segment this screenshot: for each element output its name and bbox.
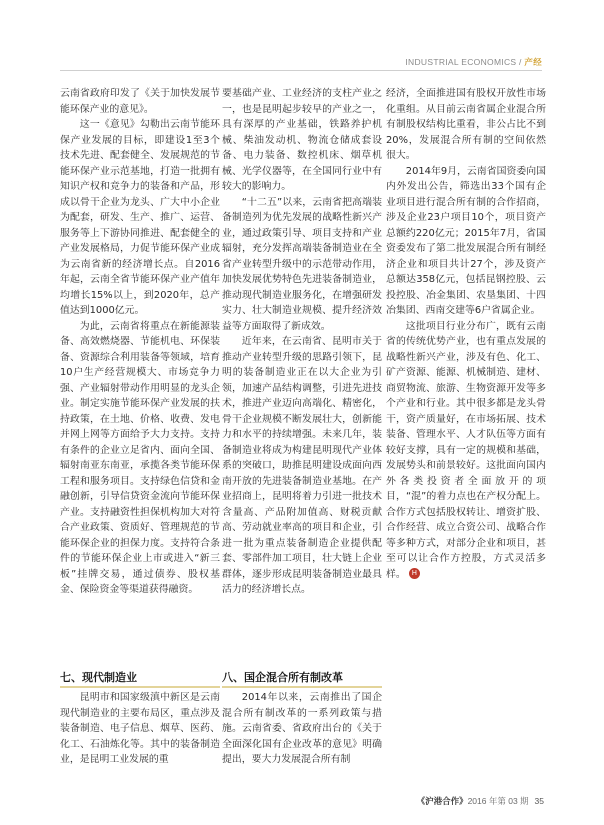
section-divider bbox=[222, 686, 382, 688]
section-heading-modern-manufacturing: 七、现代制造业 bbox=[60, 671, 137, 684]
paragraph: 经济，全面推进国有股权开放性市场化重组。从目前云南省属企业混合所有制股权结构比重看，非公占比不到20%，发展混合所有制的空间依然很大。 bbox=[386, 88, 546, 161]
column-middle bbox=[222, 86, 382, 598]
section-heading-soe-reform: 八、国企混合所有制改革 bbox=[222, 671, 343, 684]
paragraph: 要基础产业、工业经济的支柱产业之一，也是昆明起步较早的产业之一，具有深厚的产业基础，铁路养护机械、柴油发动机、物流仓储成套设备、电力装备、数控机床、烟草机械、光学仪器等，在全国同行业中有较大的影响力。 bbox=[222, 88, 382, 192]
paragraph: 2014年9月，云南省国资委向国内外发出公告，筛选出33个国有企业项目进行混合所有制的合作招商，涉及企业23户项目10个，项目资产总额约220亿元；2015年7月，省国资委发布了第二批发展混合所有制经济企业和项目共计27个，涉及资产总额达358亿元，包括昆钢控股、云投控股、冶金集团、农垦集团、十四冶集团、西南交建等6户省属企业。 bbox=[386, 165, 546, 316]
paragraph: 昆明市和国家级滇中新区是云南现代制造业的主要布局区，重点涉及装备制造、电子信息、烟草、医药、化工、石油炼化等。其中的装备制造业，是昆明工业发展的重 bbox=[60, 692, 220, 765]
running-header bbox=[405, 56, 542, 68]
header-section-name: 产经 bbox=[524, 57, 542, 67]
header-divider bbox=[60, 70, 542, 71]
paragraph bbox=[386, 319, 546, 583]
paragraph: 云南省政府印发了《关于加快发展节能环保产业的意见》。 bbox=[60, 88, 220, 115]
column-left bbox=[60, 86, 220, 598]
paragraph: 近年来，在云南省、昆明市关于推动产业转型升级的思路引领下，昆明的装备制造业正在以大企业为引领，加速产品结构调整，引进先进技术，推进产业迈向高端化、精密化，骨干企业规模不断发展壮大，创新能力和水平的持续增强。未来几年，装备制造业将成为构建昆明现代产业体系的突破口，助推昆明建设成面向西南开放的先进装备制造业基地。在产业招商上，昆明将着力引进一批技术含量高、产品附加值高、财税贡献高、劳动就业率高的项目和企业，引进一批为重点装备制造企业提供配套、零部件加工项目，壮大链上企业群体，逐步形成昆明装备制造业最具活力的经济增长点。 bbox=[222, 336, 382, 595]
section-body-soe-reform bbox=[222, 690, 382, 768]
header-english: INDUSTRIAL ECONOMICS / bbox=[405, 57, 525, 67]
paragraph: 为此，云南省将重点在新能源装备、高效燃烧器、节能机电、环保装备、资源综合利用装备等领域，培育10户生产经营规模大、市场竞争力强、产业辐射带动作用明显的龙头企业。制定实施节能环保产业发展的扶持政策，在土地、价格、收费、发电并网上网等方面给予大力支持。支持有条件的企业立足省内、面向全国、辐射南亚东南亚，承揽各类节能环保工程和服务项目。支持绿色信贷和金融创新，引导信贷资金流向节能环保产业。支持融资性担保机构加大对符合产业政策、资质好、管理规范的节能环保企业的担保力度。支持符合条件的节能环保企业上市或进入“新三板”挂牌交易，通过债券、股权基金、保险资金等渠道获得融资。 bbox=[60, 320, 220, 595]
paragraph-text: 这批项目行业分布广，既有云南省的传统优势产业，也有重点发展的战略性新兴产业，涉及有色、化工、矿产资源、能源、机械制造、建材、商贸物流、旅游、生物资源开发等多个产业和行业。其中很多都是龙头骨干，资产质量好，在市场拓展、技术装备、管理水平、人才队伍等方面有较好支撑，具有一定的规模和基础，发展势头和前景较好。这批面向国内外各类投资者全面放开的项目，“混”的着力点也在产权分配上。合作方式包括股权转让、增资扩股、合作经营、成立合资公司、战略合作等多种方式，对部分企业和项目，甚至可以让合作方控股，方式灵活多样。 bbox=[386, 320, 546, 580]
section-divider bbox=[60, 686, 220, 688]
article-end-mark: H bbox=[409, 568, 420, 579]
page-footer bbox=[417, 795, 544, 807]
paragraph: 2014年以来，云南推出了国企混合所有制改革的一系列政策与措施。云南省委、省政府出台的《关于全面深化国有企业改革的意见》明确提出，要大力发展混合所有制 bbox=[222, 692, 382, 765]
magazine-name: 《沪港合作》 bbox=[416, 796, 468, 806]
section-body-modern-manufacturing bbox=[60, 690, 220, 768]
issue-number: 2016 年第 03 期 bbox=[467, 796, 529, 806]
column-right bbox=[386, 86, 546, 582]
paragraph: “十二五”以来，云南省把高端装备制造列为优先发展的战略性新兴产业，通过政策引导、项目支持和产业辐射，充分发挥高端装备制造业在全省产业转型升级中的示范带动作用，加快发展优势特色先进装备制造业，推动现代制造业服务化，在增强研发实力、壮大制造业规模、提升经济效益等方面取得了新成效。 bbox=[222, 196, 382, 332]
paragraph: 这一《意见》勾勒出云南节能环保产业发展的目标，即建设1至3个技术先进、配套健全、发展规范的节能环保产业示范基地，打造一批拥有知识产权和竞争力的装备和产品，形成以骨干企业为龙头、广大中小企业为配套，研发、生产、推广、运营、服务等上下游协同推进、配套健全的产业发展格局，力促节能环保产业成为云南省新的经济增长点。自2016年起，云南全省节能环保产业产值年均增长15%以上，到2020年，总产值达到1000亿元。 bbox=[60, 119, 220, 316]
page-number: 35 bbox=[534, 796, 544, 806]
